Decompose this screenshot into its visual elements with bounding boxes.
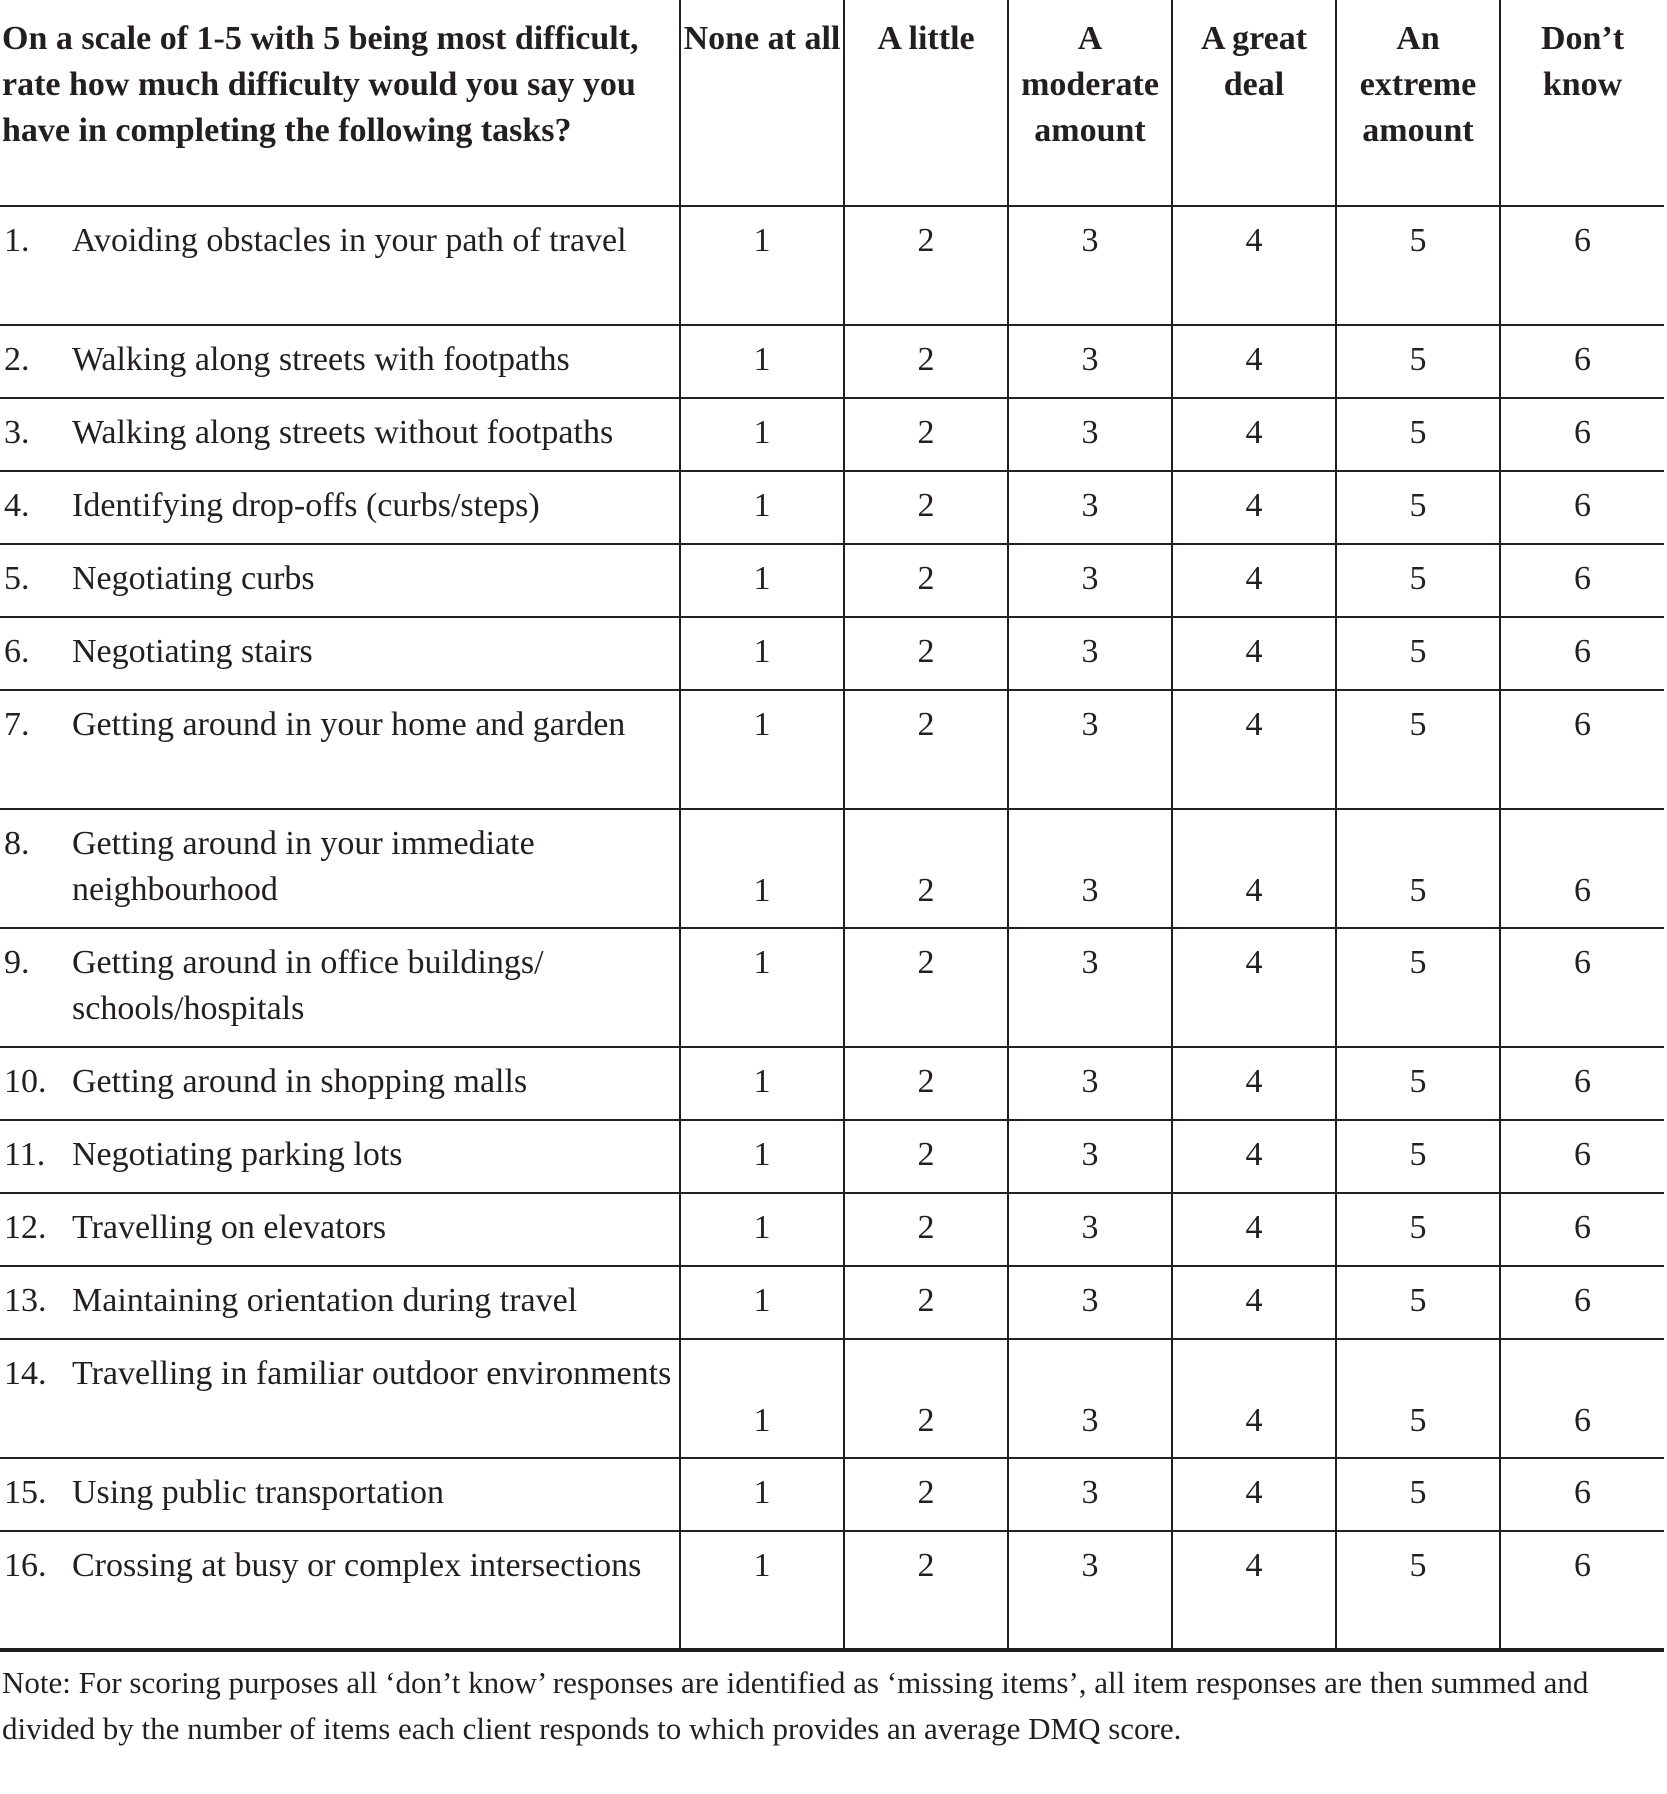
table-row: [0, 325, 1664, 398]
rating-value-cell: 4: [1172, 1531, 1336, 1650]
column-header-a-moderate-amount: A moderate amount: [1008, 0, 1172, 206]
rating-value-cell: 2: [844, 928, 1008, 1047]
task-cell: [0, 1266, 680, 1339]
item-number: 14.: [4, 1355, 47, 1392]
task-label: Negotiating stairs: [72, 633, 313, 670]
table-row: [0, 206, 1664, 325]
rating-value-cell: 3: [1008, 1193, 1172, 1266]
task-cell: [0, 544, 680, 617]
rating-value-cell: 6: [1500, 1266, 1664, 1339]
rating-value-cell: 2: [844, 1047, 1008, 1120]
item-number: 16.: [4, 1547, 47, 1584]
item-number: 15.: [4, 1474, 47, 1511]
task-label: Using public transportation: [72, 1474, 445, 1511]
task-cell: [0, 1047, 680, 1120]
rating-value-cell: 4: [1172, 617, 1336, 690]
table-row: [0, 1047, 1664, 1120]
item-number: 5.: [4, 560, 30, 597]
rating-value-cell: 6: [1500, 1458, 1664, 1531]
task-cell: [0, 325, 680, 398]
rating-value-cell: 5: [1336, 1458, 1500, 1531]
task-label: Negotiating parking lots: [72, 1136, 403, 1173]
task-label: Crossing at busy or complex intersections: [72, 1547, 642, 1584]
rating-value-cell: 2: [844, 544, 1008, 617]
rating-value-cell: 5: [1336, 809, 1500, 928]
rating-value-cell: 3: [1008, 1047, 1172, 1120]
scoring-note: Note: For scoring purposes all ‘don’t know’ responses are identified as ‘missing items’, all item responses are then summed and divided by the number of items each client responds to which provides an average DMQ score.: [2, 1665, 1589, 1746]
rating-value-cell: 2: [844, 1458, 1008, 1531]
table-row: [0, 1458, 1664, 1531]
rating-value-cell: 1: [680, 206, 844, 325]
rating-value-cell: 6: [1500, 928, 1664, 1047]
rating-value-cell: 5: [1336, 325, 1500, 398]
rating-value-cell: 1: [680, 471, 844, 544]
task-label: Maintaining orientation during travel: [72, 1282, 578, 1319]
task-label: Walking along streets with footpaths: [72, 341, 570, 378]
item-number: 12.: [4, 1209, 47, 1246]
rating-value-cell: 2: [844, 471, 1008, 544]
task-cell: [0, 1458, 680, 1531]
question-header: On a scale of 1-5 with 5 being most difficult, rate how much difficulty would you say you have in completing the following tasks?: [0, 0, 680, 206]
rating-value-cell: 6: [1500, 1120, 1664, 1193]
task-label: Getting around in office buildings/ schools/hospitals: [72, 944, 544, 1027]
rating-value-cell: 4: [1172, 398, 1336, 471]
table-row: [0, 617, 1664, 690]
item-number: 11.: [4, 1136, 46, 1173]
rating-value-cell: 5: [1336, 617, 1500, 690]
table-row: [0, 690, 1664, 809]
table-row: [0, 809, 1664, 928]
rating-value-cell: 1: [680, 617, 844, 690]
rating-value-cell: 3: [1008, 809, 1172, 928]
rating-value-cell: 5: [1336, 1266, 1500, 1339]
task-label: Walking along streets without footpaths: [72, 414, 614, 451]
rating-value-cell: 1: [680, 1047, 844, 1120]
rating-value-cell: 1: [680, 1120, 844, 1193]
rating-value-cell: 1: [680, 1193, 844, 1266]
table-row: [0, 544, 1664, 617]
rating-value-cell: 4: [1172, 206, 1336, 325]
table-row: [0, 1339, 1664, 1458]
rating-value-cell: 6: [1500, 471, 1664, 544]
rating-value-cell: 3: [1008, 325, 1172, 398]
rating-value-cell: 3: [1008, 1120, 1172, 1193]
rating-value-cell: 4: [1172, 325, 1336, 398]
item-number: 7.: [4, 706, 30, 743]
rating-value-cell: 1: [680, 1339, 844, 1458]
task-label: Travelling in familiar outdoor environments: [72, 1355, 672, 1392]
rating-value-cell: 1: [680, 1266, 844, 1339]
rating-value-cell: 2: [844, 617, 1008, 690]
task-cell: [0, 690, 680, 809]
rating-value-cell: 2: [844, 1193, 1008, 1266]
rating-value-cell: 3: [1008, 398, 1172, 471]
rating-value-cell: 3: [1008, 471, 1172, 544]
task-label: Getting around in shopping malls: [72, 1063, 528, 1100]
task-cell: [0, 928, 680, 1047]
rating-value-cell: 1: [680, 809, 844, 928]
task-label: Getting around in your immediate neighbourhood: [72, 825, 535, 908]
rating-value-cell: 5: [1336, 928, 1500, 1047]
header-row: [0, 0, 1664, 206]
rating-value-cell: 1: [680, 1458, 844, 1531]
rating-value-cell: 4: [1172, 1193, 1336, 1266]
item-number: 8.: [4, 825, 30, 862]
rating-value-cell: 5: [1336, 1531, 1500, 1650]
task-cell: [0, 1531, 680, 1650]
rating-value-cell: 2: [844, 1120, 1008, 1193]
rating-value-cell: 6: [1500, 617, 1664, 690]
item-number: 4.: [4, 487, 30, 524]
table-row: [0, 1120, 1664, 1193]
rating-value-cell: 2: [844, 398, 1008, 471]
rating-value-cell: 4: [1172, 1339, 1336, 1458]
rating-value-cell: 3: [1008, 544, 1172, 617]
rating-value-cell: 5: [1336, 690, 1500, 809]
rating-value-cell: 4: [1172, 1458, 1336, 1531]
rating-value-cell: 1: [680, 1531, 844, 1650]
rating-value-cell: 4: [1172, 471, 1336, 544]
rating-value-cell: 1: [680, 928, 844, 1047]
rating-value-cell: 4: [1172, 1120, 1336, 1193]
rating-value-cell: 1: [680, 690, 844, 809]
task-cell: [0, 398, 680, 471]
rating-value-cell: 5: [1336, 1047, 1500, 1120]
rating-value-cell: 5: [1336, 1120, 1500, 1193]
task-label: Getting around in your home and garden: [72, 706, 626, 743]
rating-value-cell: 4: [1172, 809, 1336, 928]
task-label: Identifying drop-offs (curbs/steps): [72, 487, 540, 524]
table-row: [0, 471, 1664, 544]
rating-value-cell: 3: [1008, 1339, 1172, 1458]
rating-value-cell: 5: [1336, 1339, 1500, 1458]
table-row: [0, 928, 1664, 1047]
rating-value-cell: 5: [1336, 1193, 1500, 1266]
rating-value-cell: 2: [844, 1531, 1008, 1650]
rating-value-cell: 3: [1008, 1266, 1172, 1339]
rating-value-cell: 2: [844, 809, 1008, 928]
task-cell: [0, 1120, 680, 1193]
rating-value-cell: 5: [1336, 471, 1500, 544]
rating-value-cell: 5: [1336, 398, 1500, 471]
item-number: 2.: [4, 341, 30, 378]
rating-value-cell: 6: [1500, 1047, 1664, 1120]
column-header-a-great-deal: A great deal: [1172, 0, 1336, 206]
table-row: [0, 1531, 1664, 1650]
item-number: 9.: [4, 944, 30, 981]
task-cell: [0, 809, 680, 928]
rating-value-cell: 4: [1172, 928, 1336, 1047]
task-cell: [0, 206, 680, 325]
column-header-an-extreme-amount: An extreme amount: [1336, 0, 1500, 206]
task-label: Travelling on elevators: [72, 1209, 387, 1246]
rating-value-cell: 3: [1008, 690, 1172, 809]
rating-value-cell: 6: [1500, 690, 1664, 809]
rating-value-cell: 2: [844, 325, 1008, 398]
table-row: [0, 1266, 1664, 1339]
rating-value-cell: 2: [844, 1266, 1008, 1339]
column-header-none-at-all: None at all: [680, 0, 844, 206]
rating-value-cell: 6: [1500, 809, 1664, 928]
item-number: 1.: [4, 222, 30, 259]
task-cell: [0, 617, 680, 690]
rating-value-cell: 4: [1172, 1266, 1336, 1339]
rating-value-cell: 6: [1500, 1339, 1664, 1458]
rating-value-cell: 6: [1500, 398, 1664, 471]
task-cell: [0, 471, 680, 544]
table-body: [0, 206, 1664, 1650]
rating-value-cell: 5: [1336, 206, 1500, 325]
task-cell: [0, 1339, 680, 1458]
item-number: 10.: [4, 1063, 47, 1100]
column-header-a-little: A little: [844, 0, 1008, 206]
table-row: [0, 398, 1664, 471]
item-number: 3.: [4, 414, 30, 451]
rating-value-cell: 3: [1008, 928, 1172, 1047]
rating-value-cell: 6: [1500, 544, 1664, 617]
rating-value-cell: 1: [680, 325, 844, 398]
rating-value-cell: 4: [1172, 1047, 1336, 1120]
item-number: 13.: [4, 1282, 47, 1319]
rating-value-cell: 2: [844, 206, 1008, 325]
rating-value-cell: 6: [1500, 206, 1664, 325]
rating-value-cell: 3: [1008, 617, 1172, 690]
rating-value-cell: 1: [680, 544, 844, 617]
rating-value-cell: 6: [1500, 1531, 1664, 1650]
column-header-dont-know: Don’t know: [1500, 0, 1664, 206]
rating-value-cell: 5: [1336, 544, 1500, 617]
rating-value-cell: 3: [1008, 206, 1172, 325]
table-row: [0, 1193, 1664, 1266]
rating-value-cell: 3: [1008, 1458, 1172, 1531]
rating-value-cell: 2: [844, 690, 1008, 809]
rating-value-cell: 4: [1172, 544, 1336, 617]
task-cell: [0, 1193, 680, 1266]
rating-value-cell: 4: [1172, 690, 1336, 809]
task-label: Avoiding obstacles in your path of travel: [72, 222, 627, 259]
rating-value-cell: 1: [680, 398, 844, 471]
rating-value-cell: 3: [1008, 1531, 1172, 1650]
rating-value-cell: 6: [1500, 325, 1664, 398]
rating-value-cell: 6: [1500, 1193, 1664, 1266]
item-number: 6.: [4, 633, 30, 670]
task-label: Negotiating curbs: [72, 560, 315, 597]
rating-value-cell: 2: [844, 1339, 1008, 1458]
